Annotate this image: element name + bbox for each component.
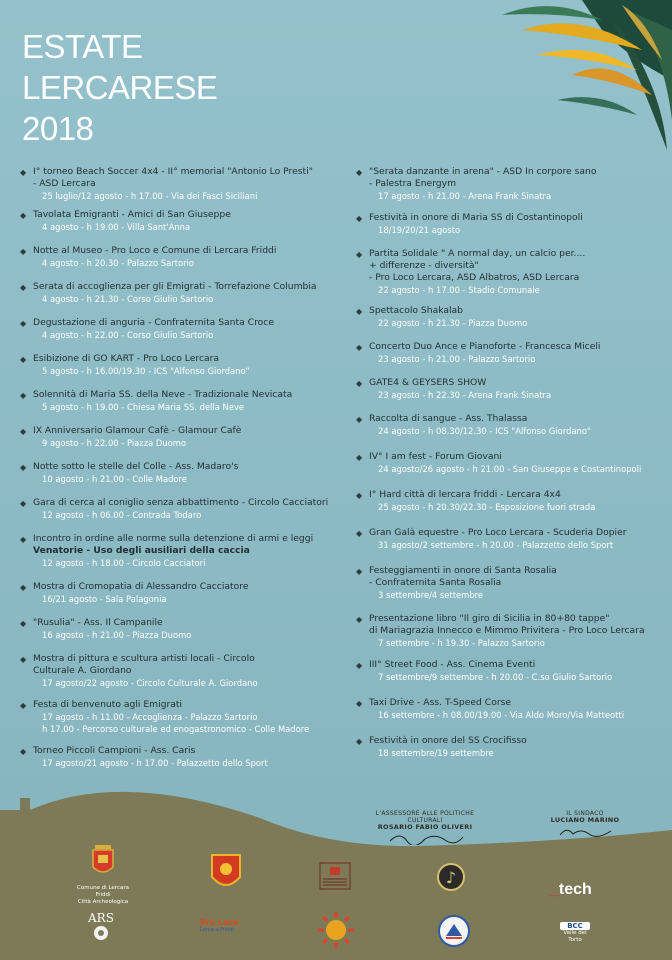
event-title-continued: Culturale A. Giordano [33, 665, 132, 676]
event-title-continued: + differenze - diversità" [369, 260, 479, 271]
event-item [356, 212, 672, 248]
diamond-bullet-icon: ◆ [20, 655, 27, 664]
diamond-bullet-icon: ◆ [356, 699, 363, 708]
title-line-3: 2018 [22, 110, 94, 147]
round-badge-logo-icon [437, 914, 471, 948]
event-title: Presentazione libro "Il giro di Sicilia in 80+80 tappe" [369, 613, 610, 624]
title-line-1: ESTATE [22, 28, 143, 65]
event-details: 25 agosto - h 20.30/22.30 - Esposizione fuori strada [378, 502, 596, 512]
event-title: Festività in onore di Maria SS di Costantinopoli [369, 212, 583, 223]
event-item [356, 613, 672, 659]
event-title: Gran Galà equestre - Pro Loco Lercara - Scuderia Dopier [369, 527, 627, 538]
event-item [20, 281, 338, 317]
event-item [356, 166, 672, 212]
events-column-right [356, 166, 672, 765]
diamond-bullet-icon: ◆ [356, 567, 363, 576]
event-title: Degustazione di anguria - Confraternita Santa Croce [33, 317, 274, 328]
event-title: Partita Solidale " A normal day, un calcio per.... [369, 248, 586, 259]
event-title: Esibizione di GO KART - Pro Loco Lercara [33, 353, 220, 364]
proloco-logo-subtext: Lercara Friddi [200, 927, 234, 933]
diamond-bullet-icon: ◆ [356, 453, 363, 462]
assessorato-logo-icon [318, 861, 352, 891]
diamond-bullet-icon: ◆ [20, 355, 27, 364]
diamond-bullet-icon: ◆ [20, 211, 27, 220]
regione-sicilia-logo-icon [208, 853, 244, 893]
event-item [356, 659, 672, 697]
event-item [20, 497, 338, 533]
event-details: 23 agosto - h 22.30 - Arena Frank Sinatra [378, 390, 552, 400]
event-item [356, 341, 672, 377]
event-title: Mostra di Cromopatia di Alessandro Cacciatore [33, 581, 249, 592]
event-details: 4 agosto - h 21.30 - Corso Giulio Sartorio [42, 294, 214, 304]
event-title-continued: - Pro Loco Lercara, ASD Albatros, ASD Lercara [369, 272, 580, 283]
diamond-bullet-icon: ◆ [356, 737, 363, 746]
diamond-bullet-icon: ◆ [356, 615, 363, 624]
event-title: Notte al Museo - Pro Loco e Comune di Lercara Friddi [33, 245, 277, 256]
event-title-continued: - Palestra Energym [369, 178, 457, 189]
diamond-bullet-icon: ◆ [20, 247, 27, 256]
event-title: "Serata danzante in arena" - ASD In corpore sano [369, 166, 597, 177]
sindaco-name: LUCIANO MARINO [550, 816, 620, 824]
event-details: 24 agosto/26 agosto - h 21.00 - San Giuseppe e Costantinopoli [378, 464, 642, 474]
event-details: 5 agosto - h 19.00 - Chiesa Maria SS. della Neve [42, 402, 245, 412]
sindaco-signature [540, 810, 630, 840]
diamond-bullet-icon: ◆ [20, 283, 27, 292]
event-item [20, 461, 338, 497]
ars-logo [88, 911, 114, 941]
event-title: Torneo Piccoli Campioni - Ass. Caris [33, 745, 196, 756]
signature-scribble-icon [555, 824, 615, 838]
event-title-continued: - ASD Lercara [33, 178, 96, 189]
diamond-bullet-icon: ◆ [20, 747, 27, 756]
event-details: 16/21 agosto - Sala Palagonia [42, 594, 167, 604]
assessore-signature [360, 810, 490, 847]
event-title-continued: - Confraternita Santa Rosalia [369, 577, 502, 588]
sun-festival-logo-icon [317, 910, 355, 950]
tech-logo: _tech [550, 881, 592, 898]
event-item [356, 489, 672, 527]
event-title: Festa di benvenuto agli Emigrati [33, 699, 183, 710]
bcc-logo [560, 922, 590, 944]
event-title-highlight: Venatorie - Uso degli ausiliari della caccia [33, 545, 250, 556]
event-item [356, 377, 672, 413]
diamond-bullet-icon: ◆ [20, 391, 27, 400]
event-details: 23 agosto - h 21.00 - Palazzo Sartorio [378, 354, 536, 364]
proloco-logo [200, 918, 248, 933]
event-details: 25 luglio/12 agosto - h 17.00 - Via dei Fasci Siciliani [42, 191, 258, 201]
bcc-logo-text: BCC [560, 922, 590, 930]
bcc-logo-subtext: Valle del Torto [563, 930, 587, 943]
diamond-bullet-icon: ◆ [20, 463, 27, 472]
title-line-2: LERCARESE [22, 69, 218, 106]
event-details: 7 settembre/9 settembre - h 20.00 - C.so Giulio Sartorio [378, 672, 613, 682]
event-details: 5 agosto - h 16.00/19.30 - ICS "Alfonso Giordano" [42, 366, 250, 376]
event-details: 12 agosto - h 06.00 - Contrada Todaro [42, 510, 202, 520]
event-title: IV° I am fest - Forum Giovani [369, 451, 502, 462]
event-title: III° Street Food - Ass. Cinema Eventi [369, 659, 536, 670]
sindaco-role: IL SINDACO [566, 810, 604, 817]
diamond-bullet-icon: ◆ [356, 214, 363, 223]
event-title: I° Hard città di lercara friddi - Lercara 4x4 [369, 489, 561, 500]
event-item [20, 617, 338, 653]
event-details: 18 settembre/19 settembre [378, 748, 494, 758]
event-details: 18/19/20/21 agosto [378, 225, 461, 235]
ars-logo-text: ARS [88, 911, 114, 925]
event-item [20, 425, 338, 461]
tech-logo-text: tech [558, 881, 592, 898]
event-item [20, 533, 338, 581]
event-item [20, 699, 338, 745]
event-details: 16 agosto - h 21.00 - Piazza Duomo [42, 630, 192, 640]
diamond-bullet-icon: ◆ [356, 307, 363, 316]
poster-title [22, 26, 217, 149]
event-item [20, 581, 338, 617]
assessore-name: ROSARIO FABIO OLIVERI [377, 823, 473, 831]
event-item [356, 697, 672, 735]
diamond-bullet-icon: ◆ [20, 701, 27, 710]
event-title: Taxi Drive - Ass. T-Speed Corse [369, 697, 512, 708]
event-item [356, 451, 672, 489]
event-item [20, 353, 338, 389]
ars-emblem-icon [88, 925, 114, 941]
event-title: I° torneo Beach Soccer 4x4 - II° memorial "Antonio Lo Presti" [33, 166, 313, 177]
events-column-left [20, 166, 338, 775]
event-details: 4 agosto - h 22.00 - Corso Giulio Sartorio [42, 330, 214, 340]
diamond-bullet-icon: ◆ [20, 168, 27, 177]
palm-leaves-decoration [462, 0, 672, 160]
diamond-bullet-icon: ◆ [356, 168, 363, 177]
event-details: 17 agosto/21 agosto - h 17.00 - Palazzetto dello Sport [42, 758, 268, 768]
event-title: GATE4 & GEYSERS SHOW [369, 377, 487, 388]
event-details: 10 agosto - h 21.00 - Colle Madore [42, 474, 187, 484]
event-details: 4 agosto - h 20.30 - Palazzo Sartorio [42, 258, 195, 268]
event-title: Serata di accoglienza per gli Emigrati - Torrefazione Columbia [33, 281, 317, 292]
event-title: Raccolta di sangue - Ass. Thalassa [369, 413, 528, 424]
event-title: Festeggiamenti in onore di Santa Rosalia [369, 565, 557, 576]
svg-text:♪: ♪ [445, 868, 457, 887]
event-title: Gara di cerca al coniglio senza abbattimento - Circolo Cacciatori [33, 497, 329, 508]
event-details: 9 agosto - h 22.00 - Piazza Duomo [42, 438, 187, 448]
diamond-bullet-icon: ◆ [356, 529, 363, 538]
event-title: Solennità di Maria SS. della Neve - Tradizionale Nevicata [33, 389, 293, 400]
event-details: 22 agosto - h 17.00 - Stadio Comunale [378, 285, 540, 295]
event-details: 12 agosto - h 18.00 - Circolo Cacciatori [42, 558, 206, 568]
event-title: IX Anniversario Glamour Cafè - Glamour Cafè [33, 425, 242, 436]
diamond-bullet-icon: ◆ [356, 250, 363, 259]
event-item [20, 245, 338, 281]
event-item [20, 209, 338, 245]
event-title: Spettacolo Shakalab [369, 305, 464, 316]
event-details-continued: h 17.00 - Percorso culturale ed enogastronomico - Colle Madore [42, 724, 310, 734]
comune-logo [72, 843, 134, 906]
event-item [356, 565, 672, 613]
diamond-bullet-icon: ◆ [20, 499, 27, 508]
diamond-bullet-icon: ◆ [356, 343, 363, 352]
event-item [356, 248, 672, 305]
diamond-bullet-icon: ◆ [356, 415, 363, 424]
event-title: Mostra di pittura e scultura artisti locali - Circolo [33, 653, 255, 664]
event-details: 31 agosto/2 settembre - h 20.00 - Palazzetto dello Sport [378, 540, 614, 550]
diamond-bullet-icon: ◆ [20, 619, 27, 628]
event-title: "Rusulia" - Ass. Il Campanile [33, 617, 163, 628]
event-details: 22 agosto - h 21.30 - Piazza Duomo [378, 318, 528, 328]
music-circle-logo-icon [436, 862, 466, 892]
event-item [356, 413, 672, 451]
event-title: Tavolata Emigranti - Amici di San Giuseppe [33, 209, 231, 220]
diamond-bullet-icon: ◆ [20, 535, 27, 544]
proloco-logo-text: Pro Loco [200, 918, 239, 927]
event-item [20, 389, 338, 425]
event-item [20, 166, 338, 209]
event-details: 17 agosto - h 11.00 - Accoglienza - Palazzo Sartorio [42, 712, 258, 722]
diamond-bullet-icon: ◆ [356, 491, 363, 500]
event-details: 16 settembre - h 08.00/19.00 - Via Aldo Moro/Via Matteotti [378, 710, 625, 720]
event-item [356, 305, 672, 341]
event-title: Festività in onore del SS Crocifisso [369, 735, 527, 746]
diamond-bullet-icon: ◆ [20, 427, 27, 436]
event-item [356, 735, 672, 765]
event-details: 7 settembre - h 19.30 - Palazzo Sartorio [378, 638, 545, 648]
coat-of-arms-icon [72, 843, 134, 881]
event-item [20, 653, 338, 699]
diamond-bullet-icon: ◆ [20, 583, 27, 592]
event-item [356, 527, 672, 565]
event-item [20, 317, 338, 353]
event-details: 4 agosto - h 19.00 - Villa Sant'Anna [42, 222, 191, 232]
event-title: Notte sotto le stelle del Colle - Ass. Madaro's [33, 461, 239, 472]
comune-subcaption: Città Archeologica [77, 899, 129, 905]
diamond-bullet-icon: ◆ [356, 661, 363, 670]
signature-scribble-icon [385, 831, 465, 845]
event-title: Concerto Duo Ance e Pianoforte - Francesca Miceli [369, 341, 601, 352]
assessore-role: L'ASSESSORE ALLE POLITICHE CULTURALI [375, 810, 475, 824]
event-title-continued: di Mariagrazia Innecco e Mimmo Privitera - Pro Loco Lercara [369, 625, 645, 636]
comune-caption: Comune di Lercara Friddi [77, 885, 129, 898]
diamond-bullet-icon: ◆ [356, 379, 363, 388]
event-details: 3 settembre/4 settembre [378, 590, 484, 600]
event-title: Incontro in ordine alle norme sulla detenzione di armi e leggi [33, 533, 314, 544]
event-details: 24 agosto - h 08.30/12.30 - ICS "Alfonso Giordano" [378, 426, 591, 436]
event-details: 17 agosto - h 21.00 - Arena Frank Sinatra [378, 191, 552, 201]
event-details: 17 agosto/22 agosto - Circolo Culturale A. Giordano [42, 678, 258, 688]
diamond-bullet-icon: ◆ [20, 319, 27, 328]
